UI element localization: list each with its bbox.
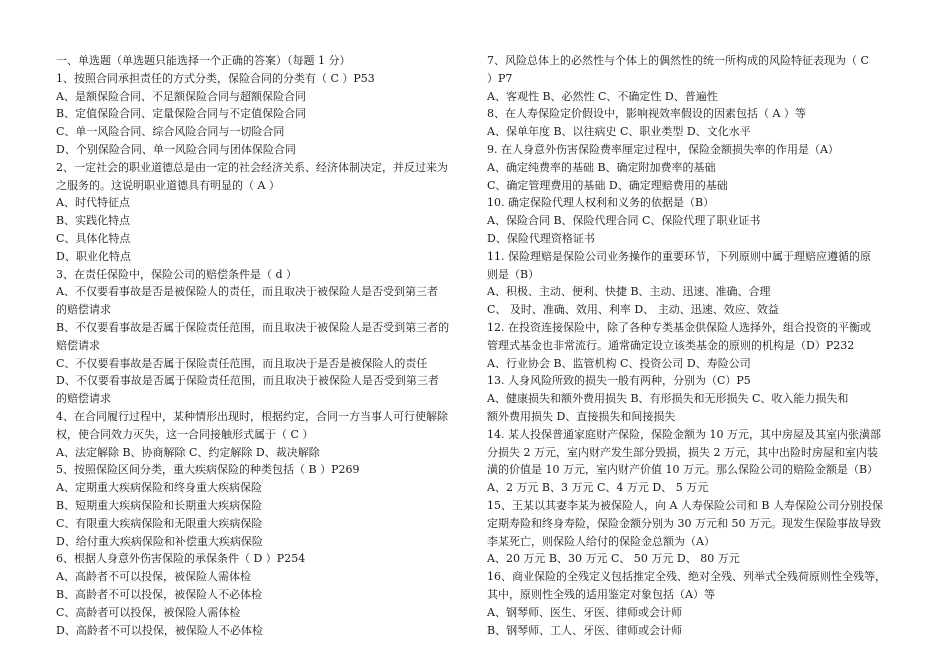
question-14-line-1: 14. 某人投保普通家庭财产保险，保险金额为 10 万元，其中房屋及其室内张潢部 xyxy=(487,427,881,441)
q14-options: A、2 万元 B、3 万元 C、4 万元 D、 5 万元 xyxy=(487,481,709,495)
question-14-line-3: 潢的价值是 10 万元，室内财产价值 10 万元。那么保险公司的赔险金额是（B） xyxy=(487,463,879,477)
q3-option-a-line-2: 的赔偿请求 xyxy=(56,303,111,317)
question-15-line-2: 定期寿险和终身寿险，保险金额分别为 30 万元和 50 万元。现发生保险事故导致 xyxy=(487,516,881,530)
q5-option-b: B、短期重大疾病保险和长期重大疾病保险 xyxy=(56,498,263,512)
question-5: 5、按照保险区间分类，重大疾病保险的种类包括（ B ）P269 xyxy=(56,463,360,477)
q1-option-d: D、个别保险合同、单一风险合同与团体保险合同 xyxy=(56,142,296,156)
right-column xyxy=(487,52,897,639)
q6-option-c: C、高龄者可以投保，被保险人需体检 xyxy=(56,605,241,619)
question-14-line-2: 分损失 2 万元，室内财产发生部分毁损，损失 2 万元，其中出险时房屋和室内装 xyxy=(487,445,878,459)
question-1: 1、按照合同承担责任的方式分类，保险合同的分类有（ C ）P53 xyxy=(56,71,375,85)
q8-options: A、保单年度 B、以往病史 C、职业类型 D、文化水平 xyxy=(487,125,751,139)
question-9: 9. 在人身意外伤害保险费率厘定过程中，保险金额损失率的作用是（A） xyxy=(487,142,839,156)
q4-options: A、法定解除 B、协商解除 C、约定解除 D、裁决解除 xyxy=(56,445,320,459)
q3-option-d-line-1: D、不仅要看事故是否属于保险责任范围，而且取决于被保险人是否受到第三者 xyxy=(56,374,439,388)
q13-options-line-2: 额外费用损失 D、直接损失和间接损失 xyxy=(487,409,676,423)
q15-options: A、20 万元 B、30 万元 C、 50 万元 D、 80 万元 xyxy=(487,552,740,566)
question-11-line-1: 11. 保险理赔是保险公司业务操作的重要环节，下列原则中属于理赔应遵循的原 xyxy=(487,249,871,263)
question-16-line-1: 16、商业保险的全残定义包括推定全残、绝对全残、列举式全残荷原则性全残等， xyxy=(487,570,886,584)
q2-option-c: C、具体化特点 xyxy=(56,231,131,245)
question-6: 6、根据人身意外伤害保险的承保条件（ D ）P254 xyxy=(56,552,306,566)
question-2-line-1: 2、一定社会的职业道德总是由一定的社会经济关系、经济体制决定，并反过来为 xyxy=(56,160,448,174)
question-12-line-1: 12. 在投资连接保险中，除了各种专类基金供保险人选择外，组合投资的平衡或 xyxy=(487,320,871,334)
q1-option-a: A、是额保险合同、不足额保险合同与超额保险合同 xyxy=(56,89,306,103)
question-7-line-2: ）P7 xyxy=(487,71,513,85)
question-11-line-2: 则是（B） xyxy=(487,267,540,281)
q9-options-ab: A、确定纯费率的基础 B、确定附加费率的基础 xyxy=(487,160,716,174)
q10-options-abc: A、保险合同 B、保险代理合同 C、保险代理了职业证书 xyxy=(487,214,761,228)
q6-option-a: A、高龄者不可以投保，被保险人需体检 xyxy=(56,570,251,584)
q3-option-c: C、不仅要看事故是否属于保险责任范围，而且取决于是否是被保险人的责任 xyxy=(56,356,428,370)
q5-option-d: D、给付重大疾病保险和补偿重大疾病保险 xyxy=(56,534,263,548)
q6-option-d: D、高龄者不可以投保，被保险人不必体检 xyxy=(56,623,263,637)
question-15-line-1: 15、王某以其妻李某为被保险人，向 A 人寿保险公司和 B 人寿保险公司分别投保 xyxy=(487,498,884,512)
q3-option-a-line-1: A、不仅要看事故是否是被保险人的责任，而且取决于被保险人是否受到第三者 xyxy=(56,285,438,299)
q12-options: A、行业协会 B、监管机构 C、投资公司 D、寿险公司 xyxy=(487,356,751,370)
q11-options-cd: C、 及时、准确、效用、利率 D、 主动、迅速、效应、效益 xyxy=(487,303,779,317)
question-15-line-3: 李某死亡，则保险人给付的保险金总额为（A） xyxy=(487,534,715,548)
q2-option-a: A、时代特征点 xyxy=(56,196,130,210)
q16-option-a: A、钢琴师、医生、牙医、律师或会计师 xyxy=(487,605,682,619)
q13-options-line-1: A、健康损失和额外费用损失 B、有形损失和无形损失 C、收入能力损失和 xyxy=(487,392,849,406)
question-3: 3、在责任保险中，保险公司的赔偿条件是（ d ） xyxy=(56,267,298,281)
question-7-line-1: 7、风险总体上的必然性与个体上的偶然性的统一所构成的风险特征表现为（ C xyxy=(487,54,869,67)
question-13: 13. 人身风险所致的损失一般有两种，分别为（C）P5 xyxy=(487,374,751,388)
q1-option-b: B、定值保险合同、定量保险合同与不定值保险合同 xyxy=(56,107,307,121)
q5-option-a: A、定期重大疾病保险和终身重大疾病保险 xyxy=(56,481,262,495)
q7-options: A、客观性 B、必然性 C、不确定性 D、普遍性 xyxy=(487,89,718,103)
q11-options-ab: A、积极、主动、便利、快捷 B、主动、迅速、准确、合理 xyxy=(487,285,771,299)
question-8: 8、在人寿保险定价假设中，影响视效率假设的因素包括（ A ）等 xyxy=(487,107,806,121)
q9-options-cd: C、确定管理费用的基础 D、确定理赔费用的基础 xyxy=(487,178,728,192)
q5-option-c: C、有限重大疾病保险和无限重大疾病保险 xyxy=(56,516,263,530)
q3-option-d-line-2: 的赔偿请求 xyxy=(56,392,111,406)
q1-option-c: C、单一风险合同、综合风险合同与一切险合同 xyxy=(56,125,285,139)
question-2-line-2: 之服务的。这说明职业道德具有明显的（ A ） xyxy=(56,178,280,192)
q3-option-b-line-2: 赔偿请求 xyxy=(56,338,100,352)
q6-option-b: B、高龄者不可以投保，被保险人不必体检 xyxy=(56,587,263,601)
question-4-line-1: 4、在合同履行过程中，某种情形出现时，根据约定，合同一方当事人可行使解除 xyxy=(56,409,448,423)
question-16-line-2: 其中，原则性全残的适用鉴定对象包括（A）等 xyxy=(487,587,715,601)
left-column xyxy=(56,52,470,639)
q2-option-d: D、职业化特点 xyxy=(56,249,131,263)
question-12-line-2: 管理式基金也非常流行。通常确定设立该类基金的原则的机构是（D）P232 xyxy=(487,338,855,352)
question-4-line-2: 权，使合同效力灭失，这一合同接触形式属于（ C ） xyxy=(56,427,314,441)
q16-option-b: B、钢琴师、工人、牙医、律师或会计师 xyxy=(487,623,683,637)
question-10: 10. 确定保险代理人权利和义务的依据是（B） xyxy=(487,196,715,210)
q10-option-d: D、保险代理资格证书 xyxy=(487,231,595,245)
q2-option-b: B、实践化特点 xyxy=(56,214,131,228)
section-heading: 一、单选题（单选题只能选择一个正确的答案）（每题 1 分） xyxy=(56,54,351,67)
q3-option-b-line-1: B、不仅要看事故是否属于保险责任范围，而且取决于被保险人是否受到第三者的 xyxy=(56,320,450,334)
